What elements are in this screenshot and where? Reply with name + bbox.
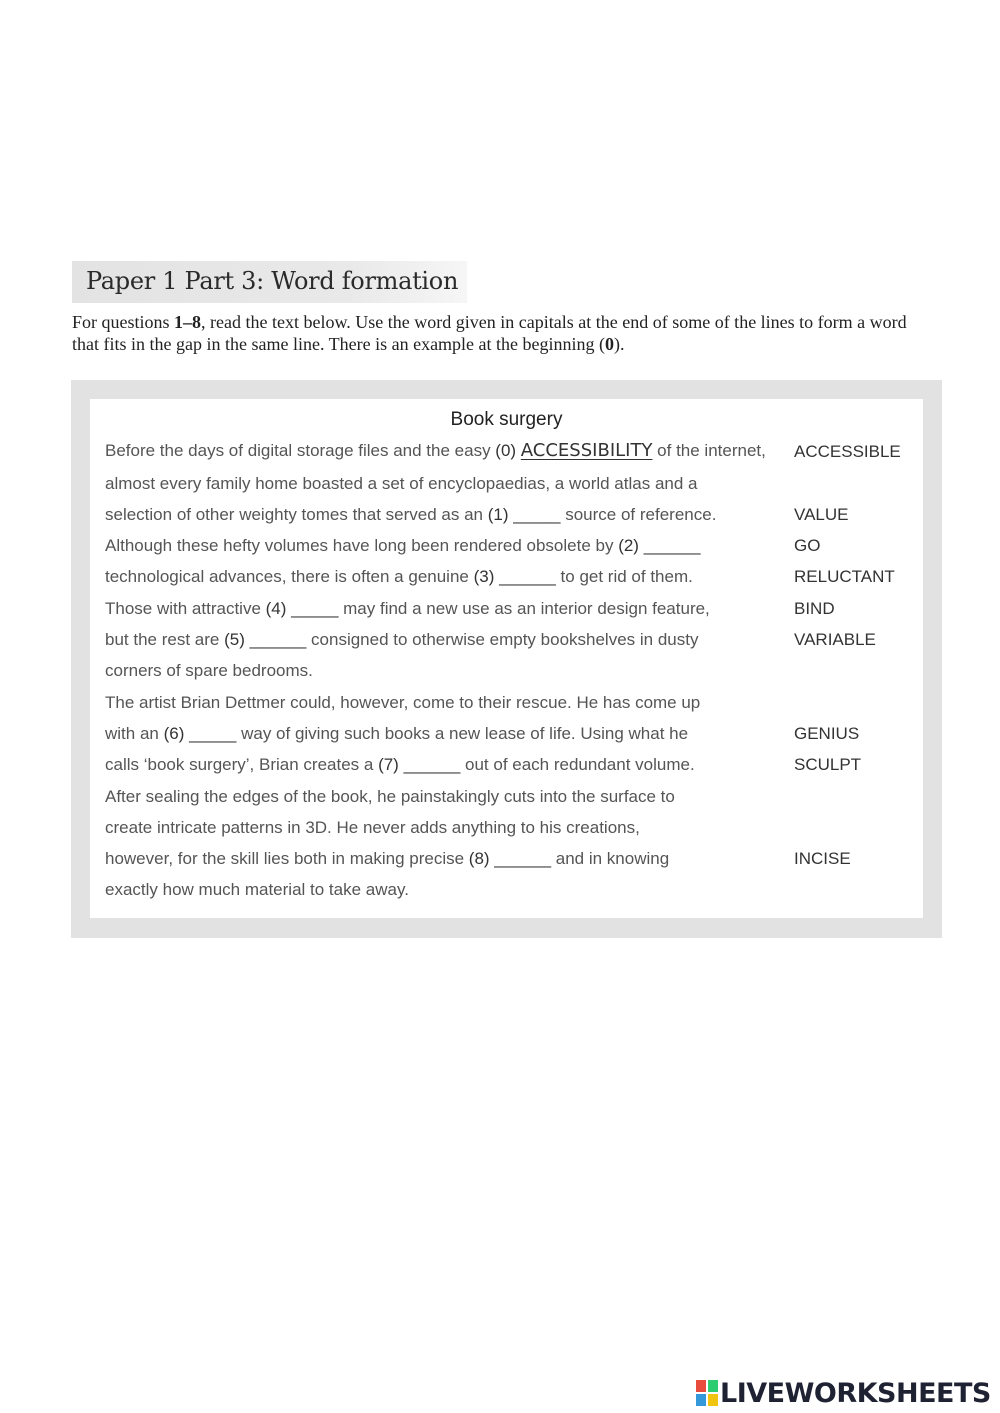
passage-line-8: corners of spare bedrooms. [105, 661, 313, 680]
gap-8[interactable]: (8) ______ [468, 849, 552, 868]
gap-5[interactable]: (5) ______ [224, 630, 307, 649]
logo-text: LIVEWORKSHEETS [720, 1377, 991, 1409]
passage-line-12: After sealing the edges of the book, he painstakingly cuts into the surface to [105, 787, 675, 806]
passage-line-6: Those with attractive (4) _____ may find a new use as an interior design feature, [105, 599, 710, 618]
passage-line-1: Before the days of digital storage files and the easy (0) ACCESSIBILITY of the internet, [105, 440, 766, 461]
keyword-8: INCISE [794, 849, 851, 868]
gap-3[interactable]: (3) ______ [473, 567, 556, 586]
keyword-2: GO [794, 536, 821, 555]
example-number: 0 [605, 334, 615, 354]
passage-line-10: with an (6) _____ way of giving such books a new lease of life. Using what he [105, 724, 689, 743]
section-header [72, 261, 467, 303]
passage-line-14: however, for the skill lies both in making precise (8) ______ and in knowing [105, 849, 670, 868]
keyword-7: SCULPT [794, 755, 862, 774]
passage-line-2: almost every family home boasted a set of encyclopaedias, a world atlas and a [105, 474, 698, 493]
instructions: For questions 1–8, read the text below. Use the word given in capitals at the end of some of the lines to form a word that fits in the gap in the same line. There is an example at the beginning (0). [72, 312, 907, 354]
keyword-3: RELUCTANT [794, 567, 895, 586]
keyword-6: GENIUS [794, 724, 860, 743]
passage-title: Book surgery [450, 409, 563, 430]
passage-line-9: The artist Brian Dettmer could, however, come to their rescue. He has come up [105, 693, 701, 712]
liveworksheets-icon [696, 1380, 718, 1406]
gap-7[interactable]: (7) ______ [378, 755, 461, 774]
passage-line-7: but the rest are (5) ______ consigned to otherwise empty bookshelves in dusty [105, 630, 699, 649]
gap-6[interactable]: (6) _____ [163, 724, 237, 743]
gap-1[interactable]: (1) _____ [487, 505, 561, 524]
example-answer: ACCESSIBILITY [520, 440, 653, 461]
passage-line-11: calls ‘book surgery’, Brian creates a (7) ______ out of each redundant volume. [105, 755, 695, 774]
passage-line-4: Although these hefty volumes have long been rendered obsolete by (2) ______ [105, 536, 701, 555]
question-range: 1–8 [174, 312, 202, 332]
passage-line-13: create intricate patterns in 3D. He never adds anything to his creations, [105, 818, 640, 837]
gap-0-label: (0) [495, 441, 521, 460]
keyword-1: VALUE [794, 505, 849, 524]
gap-4[interactable]: (4) _____ [265, 599, 339, 618]
passage-line-3: selection of other weighty tomes that served as an (1) _____ source of reference. [105, 505, 717, 524]
gap-2[interactable]: (2) ______ [618, 536, 701, 555]
keyword-4: BIND [794, 599, 835, 618]
keyword-0: ACCESSIBLE [794, 442, 901, 461]
keyword-5: VARIABLE [794, 630, 876, 649]
liveworksheets-logo [696, 1375, 991, 1411]
passage-line-5: technological advances, there is often a genuine (3) ______ to get rid of them. [105, 567, 693, 586]
page-title: Paper 1 Part 3: Word formation [86, 267, 459, 295]
passage-line-15: exactly how much material to take away. [105, 880, 409, 899]
